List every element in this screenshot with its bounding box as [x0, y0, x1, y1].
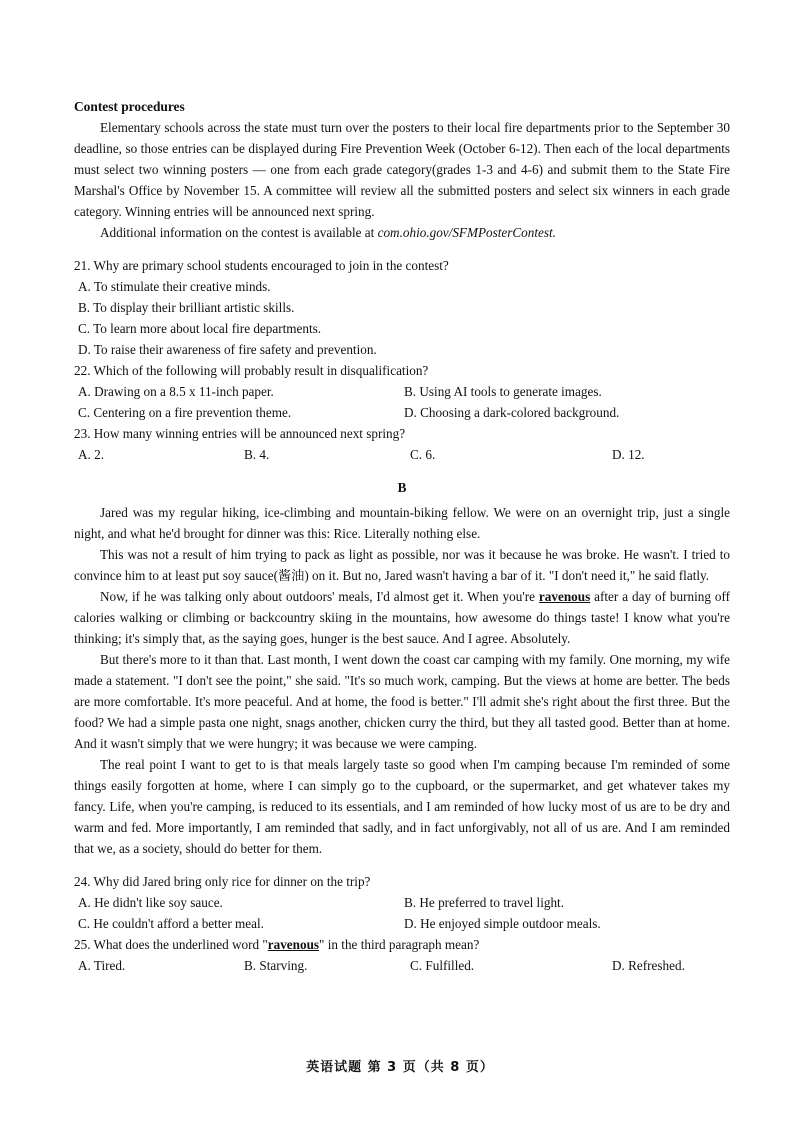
passage-b-paragraph-5: The real point I want to get to is that meals largely taste so good when I'm camping because I'm reminded of some things easily forgotten at home, where I can simply go to the cupboard, or the supermarket, and get whatever takes my fancy. Life, when you're camping, is reduced to its essentials, and I am reminded of how lucky most of us are to be dry and warm and fed. More importantly, I am reminded that sadly, and in fact unforgivably, not all of us are. And I am reminded that we, as a society, should do better for them. [74, 757, 730, 856]
q24-option-c: C. He couldn't afford a better meal. [78, 916, 264, 931]
q25-stem-after: " in the third paragraph mean? [319, 937, 480, 952]
passage-b-paragraph-2: This was not a result of him trying to pack as light as possible, nor was it because he was broke. He wasn't. I tried to convince him to at least put soy sauce(酱油) on it. But no, Jared wasn't having a bar of it. "I don't need it," he said flatly. [74, 547, 730, 583]
q22-option-c: C. Centering on a fire prevention theme. [78, 405, 292, 420]
q23-option-d: D. 12. [612, 447, 645, 462]
q25-option-b: B. Starving. [244, 958, 308, 973]
question-22: 22. Which of the following will probably result in disqualification? [74, 363, 429, 378]
q24-option-b: B. He preferred to travel light. [404, 895, 565, 910]
q22-options-row-2 [78, 402, 730, 423]
q21-option-d: D. To raise their awareness of fire safety and prevention. [78, 342, 377, 357]
contest-info-text: Additional information on the contest is available at [100, 225, 378, 240]
contest-paragraph-1: Elementary schools across the state must turn over the posters to their local fire departments prior to the September 30 deadline, so those entries can be displayed during Fire Prevention Week (October 6-12). Then each of the local departments must select two winning posters — one from each grade category(grades 1-3 and 4-6) and submit them to the State Fire Marshal's Office by November 15. A committee will review all the submitted posters and select six winners in each grade category. Winning entries will be announced next spring. [74, 120, 730, 219]
section-b-title: B [397, 480, 407, 495]
q21-option-c: C. To learn more about local fire departments. [78, 321, 322, 336]
q22-options-row-1 [78, 381, 730, 402]
question-24: 24. Why did Jared bring only rice for dinner on the trip? [74, 874, 371, 889]
q24-option-a: A. He didn't like soy sauce. [78, 895, 223, 910]
passage-b-paragraph-4: But there's more to it than that. Last month, I went down the coast car camping with my family. One morning, my wife made a statement. "I don't see the point," she said. "It's so much work, camping. But the views at home are better. The beds are more comfortable. It's more peaceful. And at home, the food is better." I'll admit she's right about the first three. But the food? We had a simple pasta one night, snags another, chicken curry the third, but they all tasted good. Better than at home. And it wasn't simply that we were hungry; it was because we were camping. [74, 652, 730, 751]
contest-website: com.ohio.gov/SFMPosterContest. [377, 225, 556, 240]
q24-option-d: D. He enjoyed simple outdoor meals. [404, 916, 601, 931]
q25-stem-before: 25. What does the underlined word " [74, 937, 268, 952]
contest-heading: Contest procedures [74, 99, 185, 114]
q25-options [78, 955, 730, 976]
q22-option-a: A. Drawing on a 8.5 x 11-inch paper. [78, 384, 274, 399]
q25-option-c: C. Fulfilled. [410, 958, 475, 973]
passage-b-paragraph-1: Jared was my regular hiking, ice-climbing and mountain-biking fellow. We were on an overnight trip, just a single night, and what he'd brought for dinner was this: Rice. Literally nothing else. [74, 505, 730, 541]
q23-option-c: C. 6. [410, 447, 436, 462]
q25-option-d: D. Refreshed. [612, 958, 685, 973]
question-21: 21. Why are primary school students encouraged to join in the contest? [74, 258, 449, 273]
passage-b-paragraph-3 [74, 586, 730, 649]
q21-option-b: B. To display their brilliant artistic skills. [78, 300, 295, 315]
q21-option-a: A. To stimulate their creative minds. [78, 279, 271, 294]
p3-text-after: after a day of burning off calories walking or climbing or backcountry skiing in the mountains, how awesome do things taste! I know what you're thinking; it's simply that, as the saying goes, hunger is the best sauce. And I agree. Absolutely. [74, 589, 730, 646]
q22-option-d: D. Choosing a dark-colored background. [404, 405, 620, 420]
underlined-word-ravenous: ravenous [538, 589, 591, 604]
question-25 [74, 934, 730, 955]
q25-option-a: A. Tired. [78, 958, 126, 973]
question-23: 23. How many winning entries will be announced next spring? [74, 426, 406, 441]
exam-page [74, 96, 730, 976]
page-footer: 英语试题 第 3 页（共 8 页） [306, 1060, 494, 1075]
p3-text-before: Now, if he was talking only about outdoors' meals, I'd almost get it. When you're [100, 589, 539, 604]
q22-option-b: B. Using AI tools to generate images. [404, 384, 602, 399]
q23-options [78, 444, 730, 465]
q24-options-row-1 [78, 892, 730, 913]
contest-paragraph-2 [74, 222, 730, 243]
q24-options-row-2 [78, 913, 730, 934]
q25-underlined-word: ravenous [267, 937, 320, 952]
q23-option-a: A. 2. [78, 447, 105, 462]
q23-option-b: B. 4. [244, 447, 270, 462]
